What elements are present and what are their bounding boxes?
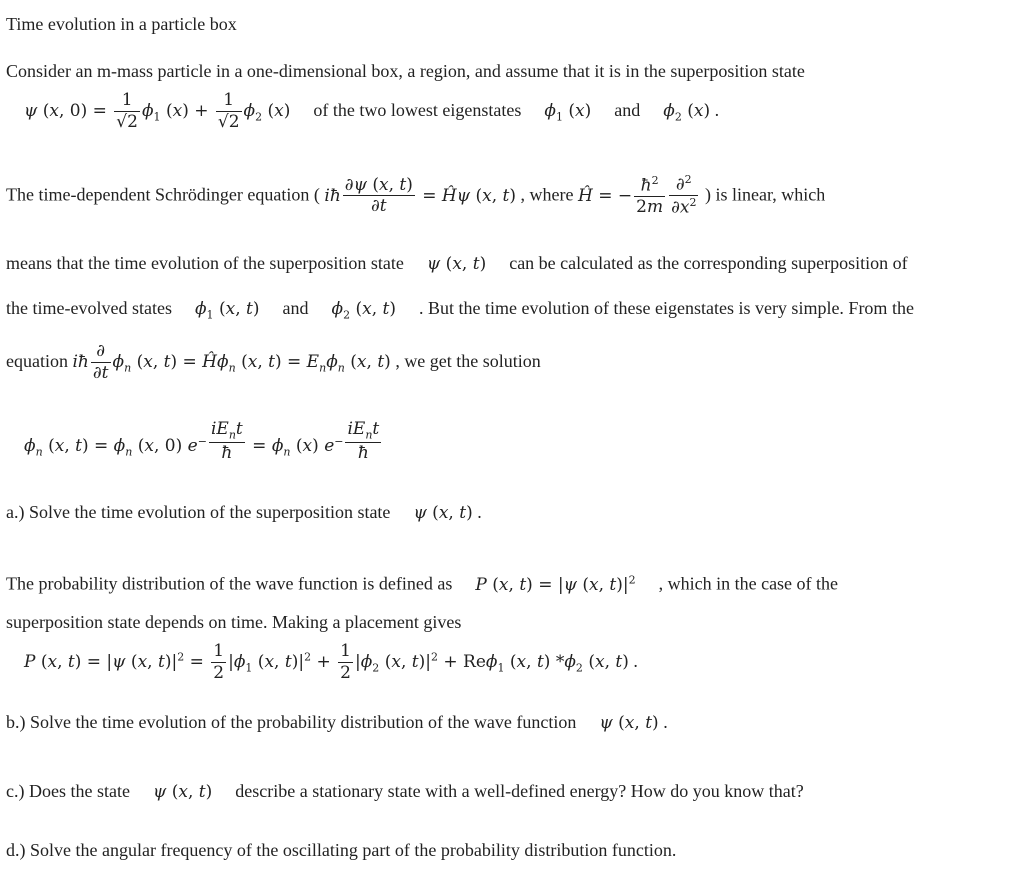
eigenstates-text: of the two lowest eigenstates (313, 99, 522, 120)
question-c-post: describe a stationary state with a well-defined energy? How do you know that? (235, 781, 804, 801)
probability-line-2: superposition state depends on time. Making a placement gives (6, 612, 462, 632)
and-text: and (614, 99, 641, 120)
intro-paragraph: Consider an m-mass particle in a one-dimensional box, a region, and assume that it is in the superposition state (6, 61, 805, 81)
phi1-symbol: $\phi_1$ (x) (544, 100, 592, 124)
psi-xt-symbol: ψ (x, t) (152, 782, 213, 802)
probability-equation-line: P (x, t) = |ψ (x, $t)|^2$ = $\frac{1}{2}$ $|\phi_1$ (x, $t)|^2$ + $\frac{1}{2}$ $|\phi_2$ (x, $t)|^2 + Re\phi_1$ (x, t) $*\phi_2$ (x, t) . (24, 641, 638, 683)
schrodinger-line (6, 174, 825, 218)
means-post-text: can be calculated as the corresponding superposition of (509, 253, 908, 273)
probability-definition: P (x, t) = |ψ (x, $t)|^2$ (475, 573, 636, 595)
question-a: a.) Solve the time evolution of the superposition state ψ (x, t) . (6, 502, 482, 523)
probability-line (6, 574, 838, 594)
question-d: d.) Solve the angular frequency of the oscillating part of the probability distribution function. (6, 840, 677, 860)
psi-xt-symbol: ψ (x, t) (413, 503, 473, 523)
probability-equation: P (x, t) = |ψ (x, $t)|^2$ = $\frac{1}{2}$ $|\phi_1$ (x, $t)|^2$ + $\frac{1}{2}$ $|\phi_2$ (x, $t)|^2 + Re\phi_1$ (x, t) $*\phi_2$ (x, t) (24, 641, 629, 683)
psi-xt-symbol: ψ (x, t) (426, 254, 487, 274)
evolved-text: the time-evolved states (6, 298, 172, 318)
probability-post-text: , which in the case of the (658, 573, 839, 594)
document-title: Time evolution in a particle box (6, 14, 237, 34)
equation-post-text: , we get the solution (395, 350, 541, 371)
phi2-symbol: $\phi_2$ (x) (663, 100, 711, 124)
means-text: means that the time evolution of the superposition state (6, 253, 404, 273)
question-b-text: b.) Solve the time evolution of the probability distribution of the wave function (6, 712, 577, 732)
hamiltonian-equation: Ĥ = − $\frac{ħ^2}{2m}$ $\frac{\partial^2}{\partial x^2}$ (578, 173, 697, 218)
question-c (6, 782, 804, 801)
question-a-text: a.) Solve the time evolution of the superposition state (6, 502, 391, 522)
schrodinger-equation: iħ $\frac{\partial\psi (x, t)}{\partial t}$ = Ĥψ (x, t) (324, 174, 517, 217)
probability-text: The probability distribution of the wave function is defined as (6, 573, 453, 594)
is-linear-text: ) is linear, which (704, 184, 826, 205)
phi1-xt-symbol: $\phi_1$ (x, t) (194, 299, 260, 322)
evolved-line (6, 299, 914, 320)
solution-line (24, 420, 383, 463)
phi2-xt-symbol: $\phi_2$ (x, t) (331, 299, 397, 322)
where-text: , where (520, 184, 574, 205)
equation-line (6, 342, 541, 383)
equation-label: equation (6, 350, 68, 371)
eigen-equation: iħ $\frac{\partial}{\partial t}$ $\phi_n$ (x, $t) = Ĥ\phi_n$ (x, $t) = E_n\phi_n$ (x, t) (72, 341, 391, 383)
means-line (6, 254, 908, 273)
question-c-pre: c.) Does the state (6, 781, 130, 801)
psi-initial-equation: ψ (x, 0) = $\frac{1}{√2}$ $\phi_1$ (x) + $\frac{1}{√2}$ $\phi_2$ (x) (24, 90, 291, 132)
solution-equation: $\phi_n$ (x, $t) = \phi_n$ (x, 0) $e^{- \frac{iE_nt}{ħ}}$ = $\phi_n$ (x) $e^{- \frac{iE_nt}{ħ}}$ (24, 419, 380, 464)
schrodinger-text: The time-dependent Schrödinger equation ( (6, 184, 320, 205)
psi-xt-symbol: ψ (x, t) (599, 713, 659, 733)
superposition-line: ψ (x, 0) = $\frac{1}{√2}$ $\phi_1$ (x) + $\frac{1}{√2}$ $\phi_2$ (x) of the two lowest eigenstates $\phi_1$ (x) and $\phi_2$ (x) . (24, 90, 720, 132)
evolved-and-text: and (282, 298, 309, 318)
question-b: b.) Solve the time evolution of the probability distribution of the wave function ψ (x, t) . (6, 712, 668, 733)
evolved-post-text: . But the time evolution of these eigenstates is very simple. From the (419, 298, 914, 318)
